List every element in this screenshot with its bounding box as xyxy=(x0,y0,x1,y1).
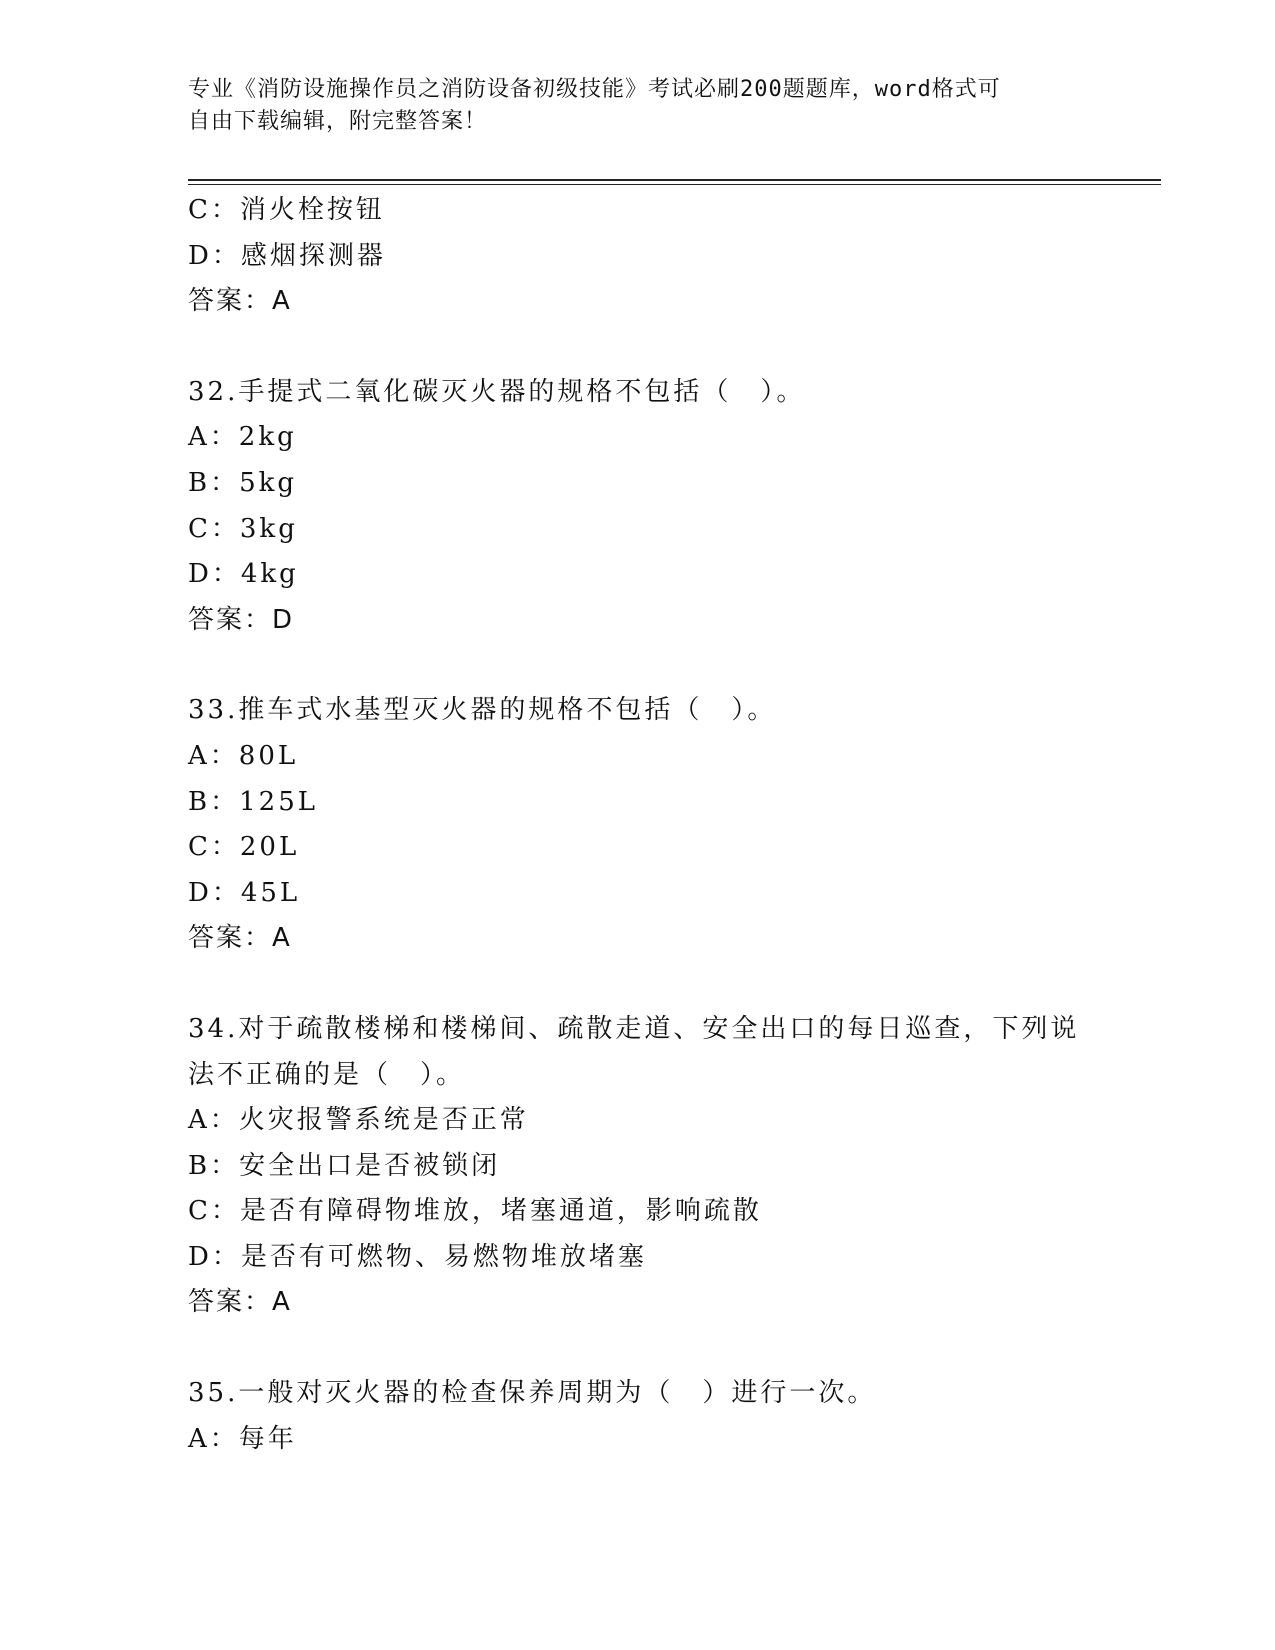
option-line: A：火灾报警系统是否正常 xyxy=(188,1105,529,1136)
question-stem: 32.手提式二氧化碳灭火器的规格不包括（ ）。 xyxy=(188,376,806,407)
question-stem: 35.一般对灭火器的检查保养周期为（ ）进行一次。 xyxy=(188,1378,877,1409)
question-stem: 34.对于疏散楼梯和楼梯间、疏散走道、安全出口的每日巡查，下列说 xyxy=(188,1013,1080,1044)
spacer xyxy=(188,325,1088,370)
answer-line: 答案：D xyxy=(188,604,295,635)
option-line: D：是否有可燃物、易燃物堆放堵塞 xyxy=(188,1241,647,1272)
option-line: B：安全出口是否被锁闭 xyxy=(188,1150,501,1181)
document-header xyxy=(188,74,1088,138)
option-line: C：20L xyxy=(188,832,300,863)
question-stem: 33.推车式水基型灭火器的规格不包括（ ）。 xyxy=(188,695,777,726)
option-line: A：80L xyxy=(188,740,299,771)
spacer xyxy=(188,962,1088,1007)
answer-line: 答案：A xyxy=(188,1287,292,1318)
option-line: D：感烟探测器 xyxy=(188,240,386,271)
header-divider xyxy=(188,179,1161,185)
question-stem-continued: 法不正确的是（ ）。 xyxy=(188,1059,466,1090)
option-line: B：125L xyxy=(188,786,318,817)
spacer xyxy=(188,643,1088,688)
option-line: C：3kg xyxy=(188,513,298,544)
spacer xyxy=(188,1326,1088,1371)
option-line: B：5kg xyxy=(188,467,298,498)
question-list xyxy=(188,188,1088,1462)
option-line: C：是否有障碍物堆放，堵塞通道，影响疏散 xyxy=(188,1196,762,1227)
option-line: D：45L xyxy=(188,877,301,908)
header-line-2: 自由下载编辑，附完整答案！ xyxy=(188,109,488,134)
option-line: A：每年 xyxy=(188,1423,297,1454)
option-line: C：消火栓按钮 xyxy=(188,195,385,225)
option-line: D：4kg xyxy=(188,559,299,590)
answer-line: 答案：A xyxy=(188,286,292,317)
answer-line: 答案：A xyxy=(188,923,292,954)
header-line-1: 专业《消防设施操作员之消防设备初级技能》考试必刷200题题库，word格式可 xyxy=(188,77,1001,102)
option-line: A：2kg xyxy=(188,422,297,453)
